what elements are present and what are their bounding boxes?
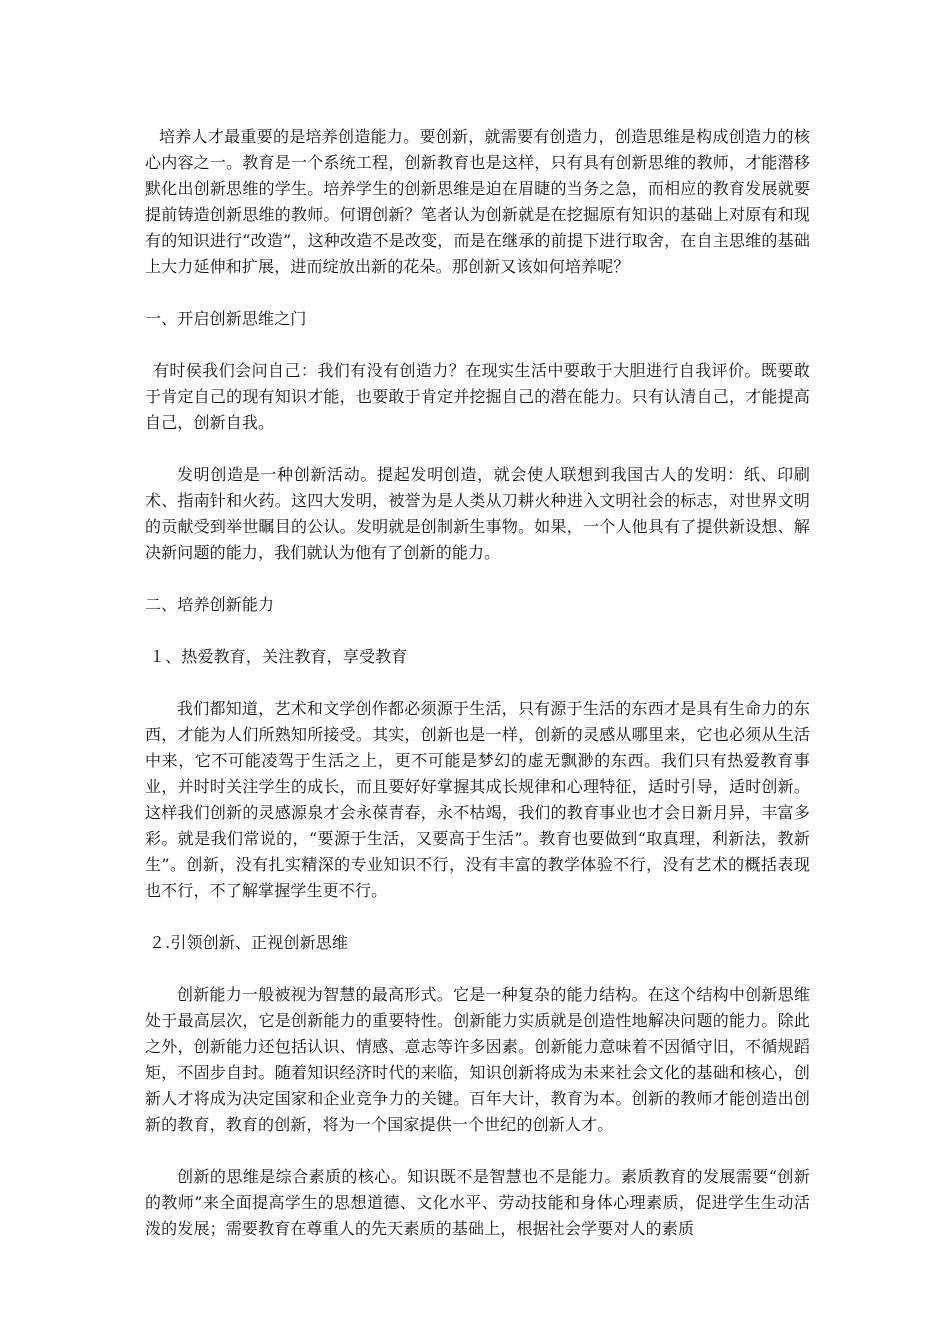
body-paragraph: 创新的思维是综合素质的核心。知识既不是智慧也不是能力。素质教育的发展需要“创新的教师”来全面提高学生的思想道德、文化水平、劳动技能和身体心理素质，促进学生生动活泼的发展；需要教育在尊重人的先天素质的基础上，根据社会学要对人的素质 [145, 1167, 810, 1238]
subsection-heading-1: １、热爱教育，关注教育，享受教育 [149, 647, 408, 666]
subsection-heading-2: ２.引领创新、正视创新思维 [149, 933, 349, 952]
body-paragraph: 创新能力一般被视为智慧的最高形式。它是一种复杂的能力结构。在这个结构中创新思维处于最高层次，它是创新能力的重要特性。创新能力实质就是创造性地解决问题的能力。除此之外，创新能力还包括认识、情感、意志等许多因素。创新能力意味着不因循守旧，不循规蹈矩，不固步自封。随着知识经济时代的来临，知识创新将成为未来社会文化的基础和核心，创新人才将成为决定国家和企业竞争力的关键。百年大计，教育为本。创新的教师才能创造出创新的教育，教育的创新，将为一个国家提供一个世纪的创新人才。 [145, 985, 810, 1134]
section-heading-2: 二、培养创新能力 [145, 595, 275, 614]
section-heading-1: 一、开启创新思维之门 [145, 309, 307, 328]
body-paragraph: 有时侯我们会问自己：我们有没有创造力？在现实生活中要敢于大胆进行自我评价。既要敢于肯定自己的现有知识才能，也要敢于肯定并挖掘自己的潜在能力。只有认清自己，才能提高自己，创新自我。 [145, 361, 810, 432]
document-body [145, 124, 810, 1268]
body-paragraph: 我们都知道，艺术和文学创作都必须源于生活，只有源于生活的东西才是具有生命力的东西，才能为人们所熟知所接受。其实，创新也是一样，创新的灵感从哪里来，它也必须从生活中来，它不可能凌驾于生活之上，更不可能是梦幻的虚无飘渺的东西。我们只有热爱教育事业，并时时关注学生的成长，而且要好好掌握其成长规律和心理特征，适时引导，适时创新。这样我们创新的灵感源泉才会永葆青春，永不枯竭，我们的教育事业也才会日新月异，丰富多彩。就是我们常说的，“要源于生活，又要高于生活”。教育也要做到“取真理，利新法，教新生”。创新，没有扎实精深的专业知识不行，没有丰富的教学体验不行，没有艺术的概括表现也不行，不了解掌握学生更不行。 [145, 699, 810, 900]
intro-paragraph: 培养人才最重要的是培养创造能力。要创新，就需要有创造力，创造思维是构成创造力的核心内容之一。教育是一个系统工程，创新教育也是这样，只有具有创新思维的教师，才能潜移默化出创新思维的学生。培养学生的创新思维是迫在眉睫的当务之急，而相应的教育发展就要提前铸造创新思维的教师。何谓创新？笔者认为创新就是在挖掘原有知识的基础上对原有和现有的知识进行“改造”，这种改造不是改变，而是在继承的前提下进行取舍，在自主思维的基础上大力延伸和扩展，进而绽放出新的花朵。那创新又该如何培养呢？ [145, 127, 810, 276]
body-paragraph: 发明创造是一种创新活动。提起发明创造，就会使人联想到我国古人的发明：纸、印刷术、指南针和火药。这四大发明，被誉为是人类从刀耕火种进入文明社会的标志，对世界文明的贡献受到举世瞩目的公认。发明就是创制新生事物。如果，一个人他具有了提供新设想、解决新问题的能力，我们就认为他有了创新的能力。 [145, 465, 810, 562]
